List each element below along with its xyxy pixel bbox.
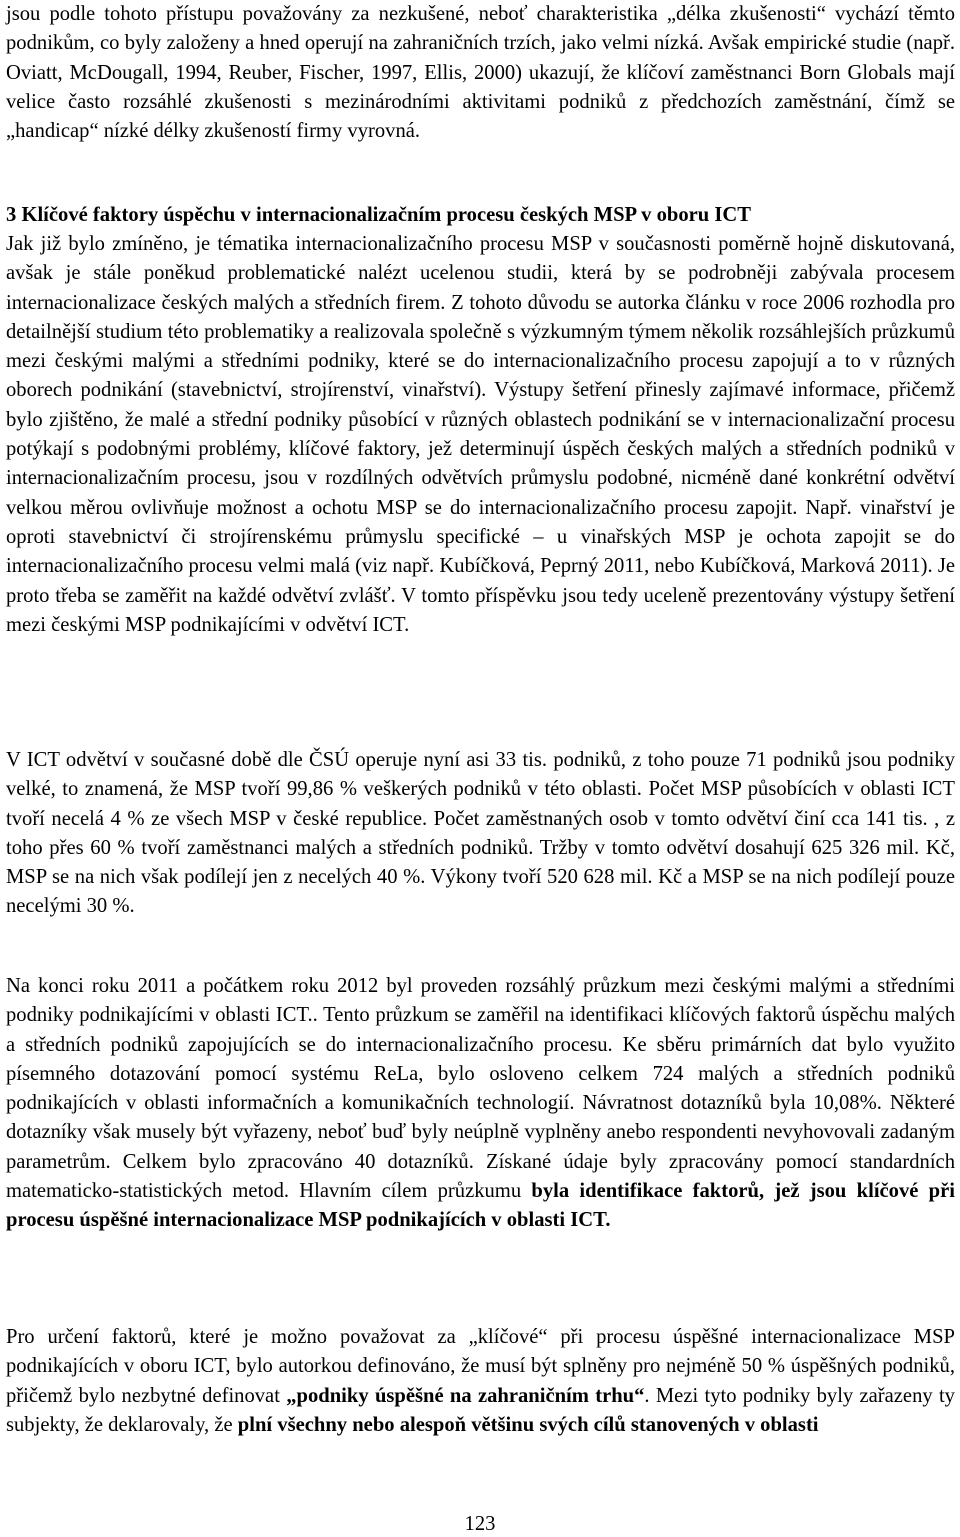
key-factors-text-1: Pro určení faktorů, které je možno považovat za „klíčové“ při procesu úspěšné internacionalizace MSP podnikajících v oboru ICT, bylo autorkou definováno, že musí být splněny pro nejméně 50 % úspěšných podniků, přičemž bylo nezbytné definovat (6, 1326, 955, 1407)
paragraph-ict-statistics: V ICT odvětví v současné době dle ČSÚ operuje nyní asi 33 tis. podniků, z toho pouze 71 podniků jsou podniky velké, to znamená, že MSP tvoří 99,86 % veškerých podniků v této oblasti. Počet MSP působících v oblasti ICT tvoří necelá 4 % ze všech MSP v české republice. Počet zaměstnaných osob v tomto odvětví činí cca 141 tis. , z toho přes 60 % tvoří zaměstnanci malých a středních podniků. Tržby v tomto odvětví dosahují 625 326 mil. Kč, MSP se na nich však podílejí jen z necelých 40 %. Výkony tvoří 520 628 mil. Kč a MSP se na nich podílejí pouze necelými 30 %. (6, 749, 955, 918)
survey-goal-bold: byla identifikace faktorů, jež jsou klíčové při procesu úspěšné internacionalizace MSP podnikajících v oblasti ICT. (6, 1180, 955, 1232)
paragraph-intro: jsou podle tohoto přístupu považovány za nezkušené, neboť charakteristika „délka zkušenosti“ vychází těmto podnikům, co byly založeny a hned operují na zahraničních trzích, jako velmi nízká. Avšak empirické studie (např. Oviatt, McDougall, 1994, Reuber, Fischer, 1997, Ellis, 2000) ukazují, že klíčoví zaměstnanci Born Globals mají velice často rozsáhlé zkušenosti s mezinárodními aktivitami podniků z předchozích zaměstnání, čímž se „handicap“ nízké délky zkušeností firmy vyrovná. (6, 3, 955, 143)
section-heading: 3 Klíčové faktory úspěchu v internacionalizačním procesu českých MSP v oboru ICT (6, 204, 751, 226)
key-factors-bold-2: plní všechny nebo alespoň většinu svých cílů stanovených v oblasti (237, 1413, 819, 1436)
key-factors-bold-1: „podniky úspěšné na zahraničním trhu“ (286, 1384, 645, 1407)
paragraph-key-factors (6, 1323, 955, 1440)
paragraph-research-background: Jak již bylo zmíněno, je tématika internacionalizačního procesu MSP v současnosti poměrně hojně diskutovaná, avšak je stále poněkud problematické nalézt ucelenou studii, která by se podrobněji zabývala procesem internacionalizace českých malých a středních firem. Z tohoto důvodu se autorka článku v roce 2006 rozhodla pro detailnější studium této problematiky a realizovala společně s výzkumným týmem několik rozsáhlejších průzkumů mezi českými malými a středními podniky, které se do internacionalizačního procesu zapojují a to v různých oborech podnikání (stavebnictví, strojírenství, vinařství). Výstupy šetření přinesly zajímavé informace, přičemž bylo zjištěno, že malé a střední podniky působící v různých oblastech podnikání se v internacionalizační procesu potýkají s podobnými problémy, klíčové faktory, jež determinují úspěch českých malých a středních podniků v internacionalizačním procesu, jsou v rozdílných odvětvích průmyslu podobné, nicméně dané konkrétní odvětví velkou měrou ovlivňuje možnost a ochotu MSP se do internacionalizačního procesu zapojit. Např. vinařství je oproti stavebnictví či strojírenskému průmyslu specifické – u vinařských MSP je ochota zapojit se do internacionalizačního procesu velmi malá (viz např. Kubíčková, Peprný 2011, nebo Kubíčková, Marková 2011). Je proto třeba se zaměřit na každé odvětví zvlášť. V tomto příspěvku jsou tedy uceleně prezentovány výstupy šetření mezi českými MSP podnikajícími v odvětví ICT. (6, 233, 955, 636)
page-number: 123 (464, 1513, 496, 1535)
survey-method-text: Na konci roku 2011 a počátkem roku 2012 byl proveden rozsáhlý průzkum mezi českými malými a středními podniky podnikajícími v oblasti ICT.. Tento průzkum se zaměřil na identifikaci klíčových faktorů úspěchu malých a středních podniků zapojujících se do internacionalizačního procesu. Ke sběru primárních dat bylo využito písemného dotazování pomocí systému ReLa, bylo osloveno celkem 724 malých a středních podniků podnikajících v oblasti informačních a komunikačních technologií. Návratnost dotazníků byla 10,08%. Některé dotazníky však musely být vyřazeny, neboť buď byly neúplně vyplněny anebo respondenti nevyhovovali zadaným parametrům. Celkem bylo zpracováno 40 dotazníků. Získané údaje byly zpracovány pomocí standardních matematicko-statistických metod. Hlavním cílem průzkumu (6, 975, 955, 1203)
key-factors-text-2: . Mezi tyto podniky byly zařazeny ty subjekty, že deklarovaly, že (6, 1384, 955, 1436)
paragraph-survey-method (6, 972, 955, 1236)
